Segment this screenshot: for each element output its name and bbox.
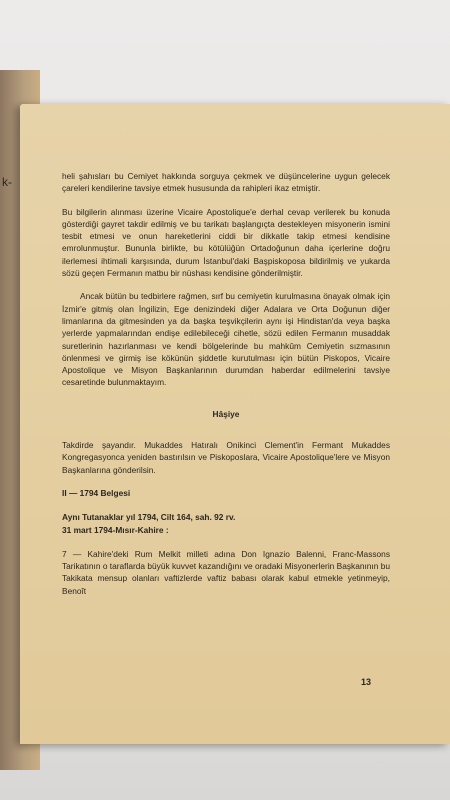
note-title: Hâşiye bbox=[212, 408, 240, 419]
source-line: Aynı Tutanaklar yıl 1794, Cilt 164, sah. 92 rv. bbox=[62, 512, 236, 523]
note-text: Takdirde şayandır. Mukaddes Hatıralı Onikinci Clement'in Fermant Mukaddes Kongregasyonca yeniden bastırılsın ve Piskoposlara, Vicaire Apostolique'lere ve Misyon Başkanlarına gönderilsin. bbox=[62, 440, 390, 475]
paragraph-1: heli şahısları bu Cemiyet hakkında sorguya çekmek ve düşüncelerine uygun gelecek çareleri kendilerine tavsiye etmek hususunda da rahipleri ikaz etmiştir. bbox=[62, 171, 390, 194]
paragraph-3: Ancak bütün bu tedbirlere rağmen, sırf bu cemiyetin kurulmasına önayak olmak için İzmir'e gitmiş olan İngilizin, Ege denizindeki diğer Adalara ve Orta Doğunun diğer limanlarına da gitmesinden ya da başka teşvikçilerin aynı işi Hindistan'da veya başka yerlerde yapmalarından endişe edilebileceği cihetle, sözü edilen Fermanın musaddak suretlerinin hazırlanması ve kendi bölgelerinde bu mahkûm Cemiyetin sızmasının önlenmesi ve girmiş ise kökünün şiddetle kurutulması için bütün Piskopos, Vicaire Apostolique ve Misyon Başkanlarının durumdan haberdar edilmelerini tavsiye cesaretinde bulunmaktayım. bbox=[62, 291, 390, 388]
date-line: 31 mart 1794-Mısır-Kahire : bbox=[62, 524, 169, 535]
paragraph-2: Bu bilgilerin alınması üzerine Vicaire Apostolique'e derhal cevap verilerek bu konuda gösterdiği gayret takdir edilmiş ve bu tarikatı başlangıçta destekleyen misyonerin ismini tesbit etmesi ve onun hareketlerini ciddi bir dikkatle takip etmesi kendisine emrolunmuştur. Bununla birlikte, bu kötülüğün Ortadoğunun daha içerlerine doğru ilerlemesi ihtimali karşısında, durum İstanbul'daki Başpiskoposa bildirilmiş ve yukarda sözü geçen Fermanın matbu bir nüshası kendisine gönderilmiştir. bbox=[62, 206, 390, 279]
previous-page-fragment: k- bbox=[2, 175, 12, 189]
page-content bbox=[62, 170, 390, 608]
item-text: 7 — Kahire'deki Rum Melkit milleti adına Don Ignazio Balenni, Franc-Massons Tarikatının o taraflarda büyük kuvvet kazandığını ve oradaki Misyonerlerin Başkanının bu Takikata mensup olanları vaftizlerde vaftiz babası olarak kabul etmekle yetinmeyip, Benoît bbox=[62, 548, 390, 596]
page-number: 13 bbox=[361, 677, 372, 687]
document-heading: II — 1794 Belgesi bbox=[62, 487, 131, 498]
